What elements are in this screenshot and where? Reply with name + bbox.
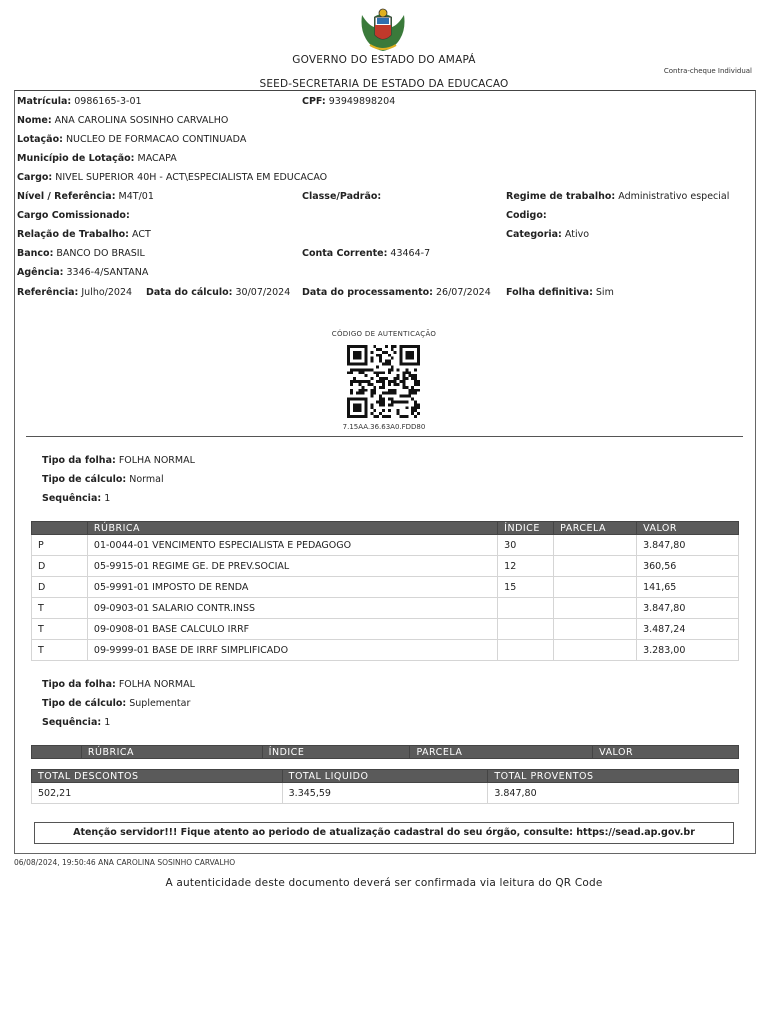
col-tipo	[32, 746, 82, 759]
row-indice: 12	[498, 556, 554, 577]
row-valor: 3.487,24	[637, 619, 739, 640]
col-rubrica: RÚBRICA	[87, 522, 497, 535]
cpf-row	[302, 96, 395, 107]
row-indice	[498, 598, 554, 619]
cargo-value: NIVEL SUPERIOR 40H - ACT\ESPECIALISTA EM EDUCACAO	[55, 172, 328, 183]
total-liquido-value: 3.345,59	[282, 783, 488, 804]
banco-label: Banco:	[17, 248, 54, 259]
data-processamento-label: Data do processamento:	[302, 287, 433, 298]
row-indice	[498, 619, 554, 640]
conta-label: Conta Corrente:	[302, 248, 388, 259]
referencia-row	[17, 287, 132, 298]
row-rubrica: 01-0044-01 VENCIMENTO ESPECIALISTA E PEDAGOGO	[87, 535, 497, 556]
sheet1-table	[31, 521, 739, 661]
row-type: T	[32, 640, 88, 661]
referencia-value: Julho/2024	[81, 287, 133, 298]
nivel-row	[17, 191, 154, 202]
sheet2-table	[31, 745, 739, 759]
conta-value: 43464-7	[390, 248, 431, 259]
banco-row	[17, 248, 145, 259]
matricula-value: 0986165-3-01	[74, 96, 142, 107]
row-parcela	[554, 640, 637, 661]
sheet1-sequencia-row	[42, 493, 110, 504]
nome-label: Nome:	[17, 115, 52, 126]
row-type: T	[32, 598, 88, 619]
banco-value: BANCO DO BRASIL	[56, 248, 145, 259]
categoria-row	[506, 229, 589, 240]
sheet1-sequencia-label: Sequência:	[42, 493, 102, 504]
data-calculo-row	[146, 287, 290, 298]
nivel-value: M4T/01	[118, 191, 154, 202]
table-row	[32, 640, 739, 661]
codigo-row	[506, 210, 547, 221]
relacao-row	[17, 229, 151, 240]
categoria-label: Categoria:	[506, 229, 562, 240]
sheet2-table-header	[32, 746, 739, 759]
row-valor: 3.847,80	[637, 598, 739, 619]
col-indice: ÍNDICE	[498, 522, 554, 535]
row-rubrica: 05-9991-01 IMPOSTO DE RENDA	[87, 577, 497, 598]
row-parcela	[554, 619, 637, 640]
sheet1-tipo-folha-row	[42, 455, 195, 466]
agencia-label: Agência:	[17, 267, 64, 278]
row-type: P	[32, 535, 88, 556]
row-type: D	[32, 556, 88, 577]
row-valor: 3.283,00	[637, 640, 739, 661]
row-indice: 15	[498, 577, 554, 598]
sheet2-tipo-folha-value: FOLHA NORMAL	[118, 679, 195, 690]
lotacao-row	[17, 134, 246, 145]
section-divider	[26, 436, 743, 437]
row-type: D	[32, 577, 88, 598]
total-liquido-label: TOTAL LIQUIDO	[282, 770, 488, 783]
state-coat-of-arms-icon	[358, 5, 408, 53]
row-valor: 360,56	[637, 556, 739, 577]
total-proventos-label: TOTAL PROVENTOS	[488, 770, 739, 783]
print-timestamp: 06/08/2024, 19:50:46 ANA CAROLINA SOSINHO CARVALHO	[14, 858, 236, 867]
table-row	[32, 535, 739, 556]
row-rubrica: 09-0903-01 SALARIO CONTR.INSS	[87, 598, 497, 619]
total-descontos-value: 502,21	[32, 783, 283, 804]
document-type-label: Contra-cheque Individual	[663, 67, 752, 75]
sheet1-tipo-folha-value: FOLHA NORMAL	[118, 455, 195, 466]
agencia-row	[17, 267, 148, 278]
referencia-label: Referência:	[17, 287, 79, 298]
nome-value: ANA CAROLINA SOSINHO CARVALHO	[54, 115, 229, 126]
row-rubrica: 09-0908-01 BASE CALCULO IRRF	[87, 619, 497, 640]
total-descontos-label: TOTAL DESCONTOS	[32, 770, 283, 783]
conta-row	[302, 248, 430, 259]
data-calculo-value: 30/07/2024	[235, 287, 291, 298]
totals-header	[32, 770, 739, 783]
agencia-value: 3346-4/SANTANA	[66, 267, 149, 278]
totals-row	[32, 783, 739, 804]
authenticity-note: A autenticidade deste documento deverá ser confirmada via leitura do QR Code	[165, 877, 603, 889]
row-rubrica: 09-9999-01 BASE DE IRRF SIMPLIFICADO	[87, 640, 497, 661]
row-rubrica: 05-9915-01 REGIME GE. DE PREV.SOCIAL	[87, 556, 497, 577]
categoria-value: Ativo	[564, 229, 590, 240]
data-processamento-row	[302, 287, 491, 298]
nivel-label: Nível / Referência:	[17, 191, 116, 202]
row-parcela	[554, 556, 637, 577]
qr-code-icon	[347, 345, 420, 418]
relacao-value: ACT	[131, 229, 151, 240]
sheet2-tipo-folha-label: Tipo da folha:	[42, 679, 116, 690]
nome-row	[17, 115, 228, 126]
data-processamento-value: 26/07/2024	[436, 287, 491, 298]
sheet1-tipo-calculo-row	[42, 474, 164, 485]
sheet2-sequencia-label: Sequência:	[42, 717, 102, 728]
government-title: GOVERNO DO ESTADO DO AMAPÁ	[292, 54, 476, 66]
table-row	[32, 556, 739, 577]
row-type: T	[32, 619, 88, 640]
sheet2-tipo-calculo-label: Tipo de cálculo:	[42, 698, 127, 709]
cargo-label: Cargo:	[17, 172, 53, 183]
folha-definitiva-value: Sim	[595, 287, 614, 298]
row-indice	[498, 640, 554, 661]
municipio-label: Município de Lotação:	[17, 153, 135, 164]
col-tipo	[32, 522, 88, 535]
cargo-row	[17, 172, 327, 183]
row-indice: 30	[498, 535, 554, 556]
regime-label: Regime de trabalho:	[506, 191, 616, 202]
folha-definitiva-row	[506, 287, 614, 298]
sheet1-tipo-folha-label: Tipo da folha:	[42, 455, 116, 466]
payslip-frame	[14, 90, 756, 854]
regime-value: Administrativo especial	[618, 191, 730, 202]
row-valor: 3.847,80	[637, 535, 739, 556]
municipio-row	[17, 153, 177, 164]
sheet2-tipo-calculo-row	[42, 698, 190, 709]
sheet2-sequencia-row	[42, 717, 110, 728]
sheet2-sequencia-value: 1	[104, 717, 111, 728]
matricula-row	[17, 96, 142, 107]
auth-code-label: CÓDIGO DE AUTENTICAÇÃO	[331, 330, 437, 338]
lotacao-label: Lotação:	[17, 134, 63, 145]
table-row	[32, 577, 739, 598]
col-valor: VALOR	[593, 746, 739, 759]
data-calculo-label: Data do cálculo:	[146, 287, 233, 298]
col-valor: VALOR	[637, 522, 739, 535]
auth-code-value: 7.15AA.36.63A0.FDD80	[342, 423, 426, 431]
cargo-comissionado-label: Cargo Comissionado:	[17, 210, 130, 221]
sheet1-sequencia-value: 1	[104, 493, 111, 504]
municipio-value: MACAPA	[137, 153, 177, 164]
sheet1-table-header	[32, 522, 739, 535]
classe-row	[302, 191, 381, 202]
lotacao-value: NUCLEO DE FORMACAO CONTINUADA	[65, 134, 247, 145]
col-parcela: PARCELA	[554, 522, 637, 535]
classe-label: Classe/Padrão:	[302, 191, 382, 202]
sheet2-tipo-folha-row	[42, 679, 195, 690]
matricula-label: Matrícula:	[17, 96, 72, 107]
cpf-label: CPF:	[302, 96, 326, 107]
cargo-comissionado-row	[17, 210, 130, 221]
cpf-value: 93949898204	[328, 96, 396, 107]
col-rubrica: RÚBRICA	[81, 746, 262, 759]
total-proventos-value: 3.847,80	[488, 783, 739, 804]
codigo-label: Codigo:	[506, 210, 547, 221]
sheet2-tipo-calculo-value: Suplementar	[129, 698, 191, 709]
totals-table	[31, 769, 739, 804]
row-parcela	[554, 577, 637, 598]
table-row	[32, 598, 739, 619]
row-valor: 141,65	[637, 577, 739, 598]
department-title: SEED-SECRETARIA DE ESTADO DA EDUCACAO	[259, 78, 509, 90]
row-parcela	[554, 598, 637, 619]
regime-row	[506, 191, 729, 202]
col-parcela: PARCELA	[410, 746, 593, 759]
col-indice: ÍNDICE	[262, 746, 410, 759]
sheet1-tipo-calculo-label: Tipo de cálculo:	[42, 474, 127, 485]
relacao-label: Relação de Trabalho:	[17, 229, 129, 240]
sheet1-tipo-calculo-value: Normal	[129, 474, 164, 485]
row-parcela	[554, 535, 637, 556]
update-notice: Atenção servidor!!! Fique atento ao periodo de atualização cadastral do seu órgão, consulte: https://sead.ap.gov.br	[34, 822, 734, 844]
table-row	[32, 619, 739, 640]
folha-definitiva-label: Folha definitiva:	[506, 287, 593, 298]
